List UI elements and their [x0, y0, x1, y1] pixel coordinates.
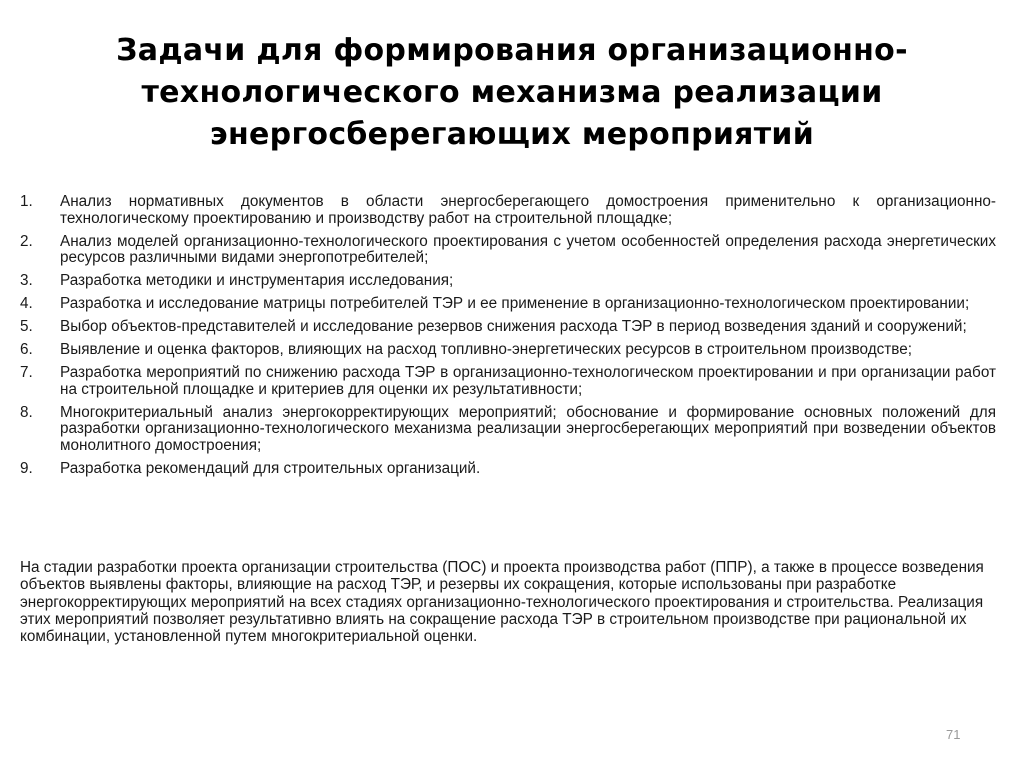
list-item	[20, 461, 996, 478]
list-item	[20, 234, 996, 267]
title-line: технологического механизма реализации	[141, 75, 883, 110]
item-number: 2.	[20, 232, 33, 250]
page-number: 71	[946, 727, 961, 742]
item-number: 9.	[20, 459, 33, 477]
item-text: Анализ моделей организационно-технологического проектирования с учетом особенностей определения расхода энергетических ресурсов различными видами энергопотребителей;	[60, 232, 996, 266]
item-number: 7.	[20, 364, 33, 381]
task-list	[20, 194, 996, 484]
title-line: Задачи для формирования организационно-	[116, 33, 908, 68]
item-text: Выявление и оценка факторов, влияющих на расход топливно-энергетических ресурсов в строительном производстве;	[60, 341, 912, 358]
item-text: Многокритериальный анализ энергокорректирующих мероприятий; обоснование и формирование основных положений для разработки организационно-технологического механизма реализации энергосберегающих мероприятий при возведении объектов монолитного домостроения;	[60, 403, 996, 454]
item-text: Выбор объектов-представителей и исследование резервов снижения расхода ТЭР в период возведения зданий и сооружений;	[60, 318, 967, 335]
summary-paragraph: На стадии разработки проекта организации строительства (ПОС) и проекта производства работ (ППР), а также в процессе возведения объектов выявлены факторы, влияющие на расход ТЭР, и резервы их сокращения, которые использованы при разработке энергокорректирующих мероприятий на всех стадиях организационно-технологического проектирования и строительства. Реализация этих мероприятий позволяет результативно влиять на сокращение расхода ТЭР в строительном производстве при рациональной их комбинации, установленной путем многокритериальной оценки.	[20, 559, 984, 646]
list-item	[20, 273, 996, 290]
list-item	[20, 342, 996, 359]
item-number: 3.	[20, 272, 33, 289]
item-text: Разработка и исследование матрицы потребителей ТЭР и ее применение в организационно-технологическом проектировании;	[60, 295, 970, 312]
item-number: 8.	[20, 403, 33, 421]
item-text: Разработка методики и инструментария исследования;	[60, 272, 454, 289]
item-text: Анализ нормативных документов в области энергосберегающего домостроения применительно к организационно-технологическому проектированию и производству работ на строительной площадке;	[60, 193, 996, 227]
item-number: 5.	[20, 318, 33, 335]
item-text: Разработка рекомендаций для строительных организаций.	[60, 459, 481, 477]
item-text: Разработка мероприятий по снижению расхода ТЭР в организационно-технологическом проектировании и при организации работ на строительной площадке и критериев для оценки их результативности;	[60, 364, 996, 398]
list-item	[20, 319, 996, 336]
list-item	[20, 194, 996, 227]
list-item	[20, 296, 996, 313]
list-item	[20, 405, 996, 455]
item-number: 6.	[20, 341, 33, 358]
title-line: энергосберегающих мероприятий	[209, 117, 815, 152]
item-number: 4.	[20, 295, 33, 312]
item-number: 1.	[20, 193, 33, 210]
list-item	[20, 365, 996, 398]
slide-title	[40, 30, 984, 156]
